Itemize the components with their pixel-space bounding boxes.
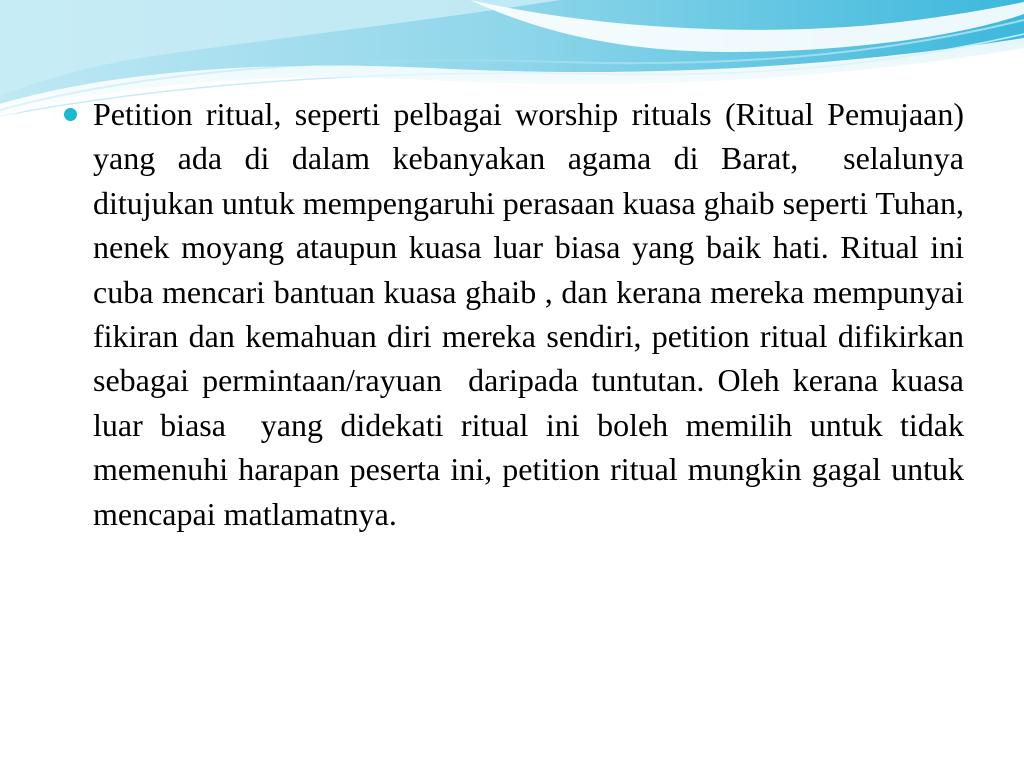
slide-body	[64, 92, 980, 536]
filled-circle-bullet-icon	[64, 108, 77, 121]
bullet-item	[64, 92, 980, 536]
bullet-text: Petition ritual, seperti pelbagai worship rituals (Ritual Pemujaan) yang ada di dalam kebanyakan agama di Barat, selalunya ditujukan untuk mempengaruhi perasaan kuasa ghaib seperti Tuhan, nenek moyang ataupun kuasa luar biasa yang baik hati. Ritual ini cuba mencari bantuan kuasa ghaib , dan kerana mereka mempunyai fikiran dan kemahuan diri mereka sendiri, petition ritual difikirkan sebagai permintaan/rayuan daripada tuntutan. Oleh kerana kuasa luar biasa yang didekati ritual ini boleh memilih untuk tidak memenuhi harapan peserta ini, petition ritual mungkin gagal untuk mencapai matlamatnya.	[93, 96, 980, 532]
